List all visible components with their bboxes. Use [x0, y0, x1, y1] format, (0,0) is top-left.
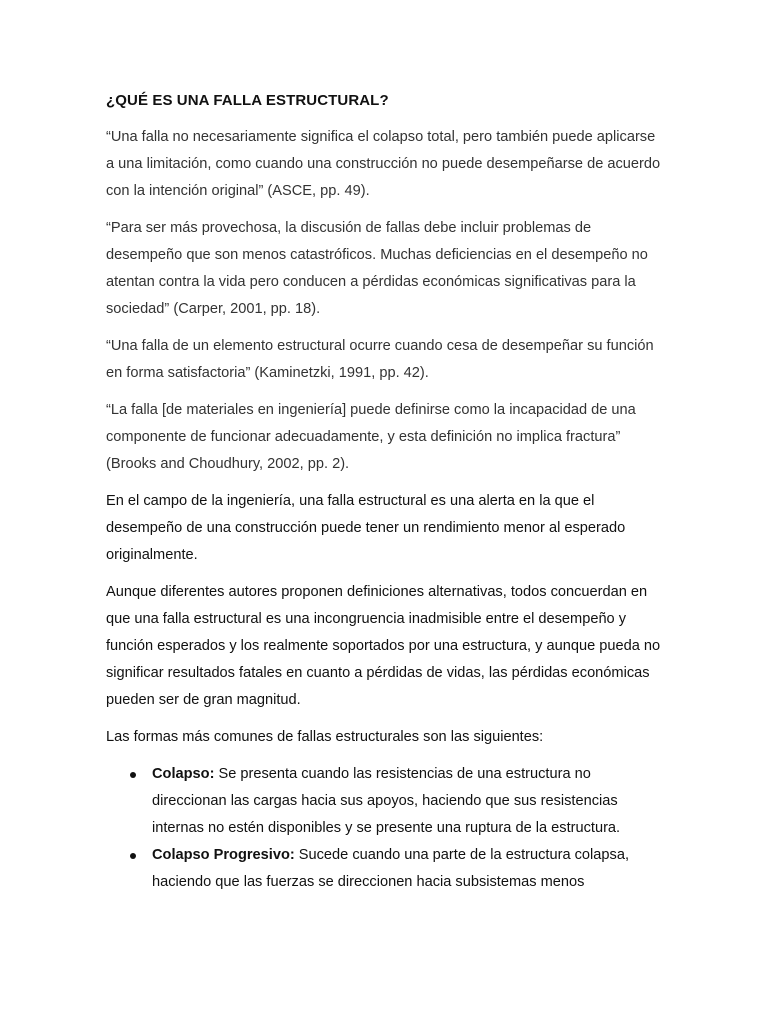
list-item — [106, 842, 662, 896]
bullet-icon — [130, 772, 136, 778]
list-item-term: Colapso: — [152, 766, 215, 782]
list-item-text: Sucede cuando una parte de la estructura colapsa, haciendo que las fuerzas se direccionen hacia subsistemas menos — [152, 847, 629, 890]
paragraph-summary: Aunque diferentes autores proponen definiciones alternativas, todos concuerdan en que una falla estructural es una incongruencia inadmisible entre el desempeño y función esperados y los realmente soportados por una estructura, y aunque pueda no significar resultados fatales en cuanto a pérdidas de vidas, las pérdidas económicas pueden ser de gran magnitud. — [106, 584, 661, 708]
document-page — [106, 88, 662, 896]
paragraph-quote-asce: “Una falla no necesariamente significa el colapso total, pero también puede aplicarse a una limitación, como cuando una construcción no puede desempeñarse de acuerdo con la intención original” (ASCE, pp. 49). — [106, 129, 661, 199]
paragraph-list-intro: Las formas más comunes de fallas estructurales son las siguientes: — [106, 729, 544, 745]
bullet-icon — [130, 853, 136, 859]
failure-types-list — [106, 761, 662, 896]
list-item-text: Se presenta cuando las resistencias de una estructura no direccionan las cargas hacia sus apoyos, haciendo que sus resistencias internas no estén disponibles y se presente una ruptura de la estructura. — [152, 766, 621, 836]
paragraph-quote-kaminetzki: “Una falla de un elemento estructural ocurre cuando cesa de desempeñar su función en forma satisfactoria” (Kaminetzki, 1991, pp. 42). — [106, 338, 654, 381]
paragraph-definition: En el campo de la ingeniería, una falla estructural es una alerta en la que el desempeño de una construcción puede tener un rendimiento menor al esperado originalmente. — [106, 493, 626, 563]
list-item-term: Colapso Progresivo: — [152, 847, 295, 863]
paragraph-quote-brooks: “La falla [de materiales en ingeniería] puede definirse como la incapacidad de una componente de funcionar adecuadamente, y esta definición no implica fractura” (Brooks and Choudhury, 2002, pp. 2). — [106, 402, 636, 472]
list-item — [106, 761, 662, 842]
document-title: ¿QUÉ ES UNA FALLA ESTRUCTURAL? — [106, 92, 389, 109]
paragraph-quote-carper: “Para ser más provechosa, la discusión de fallas debe incluir problemas de desempeño que son menos catastróficos. Muchas deficiencias en el desempeño no atentan contra la vida pero conducen a pérdidas económicas significativas para la sociedad” (Carper, 2001, pp. 18). — [106, 220, 648, 317]
